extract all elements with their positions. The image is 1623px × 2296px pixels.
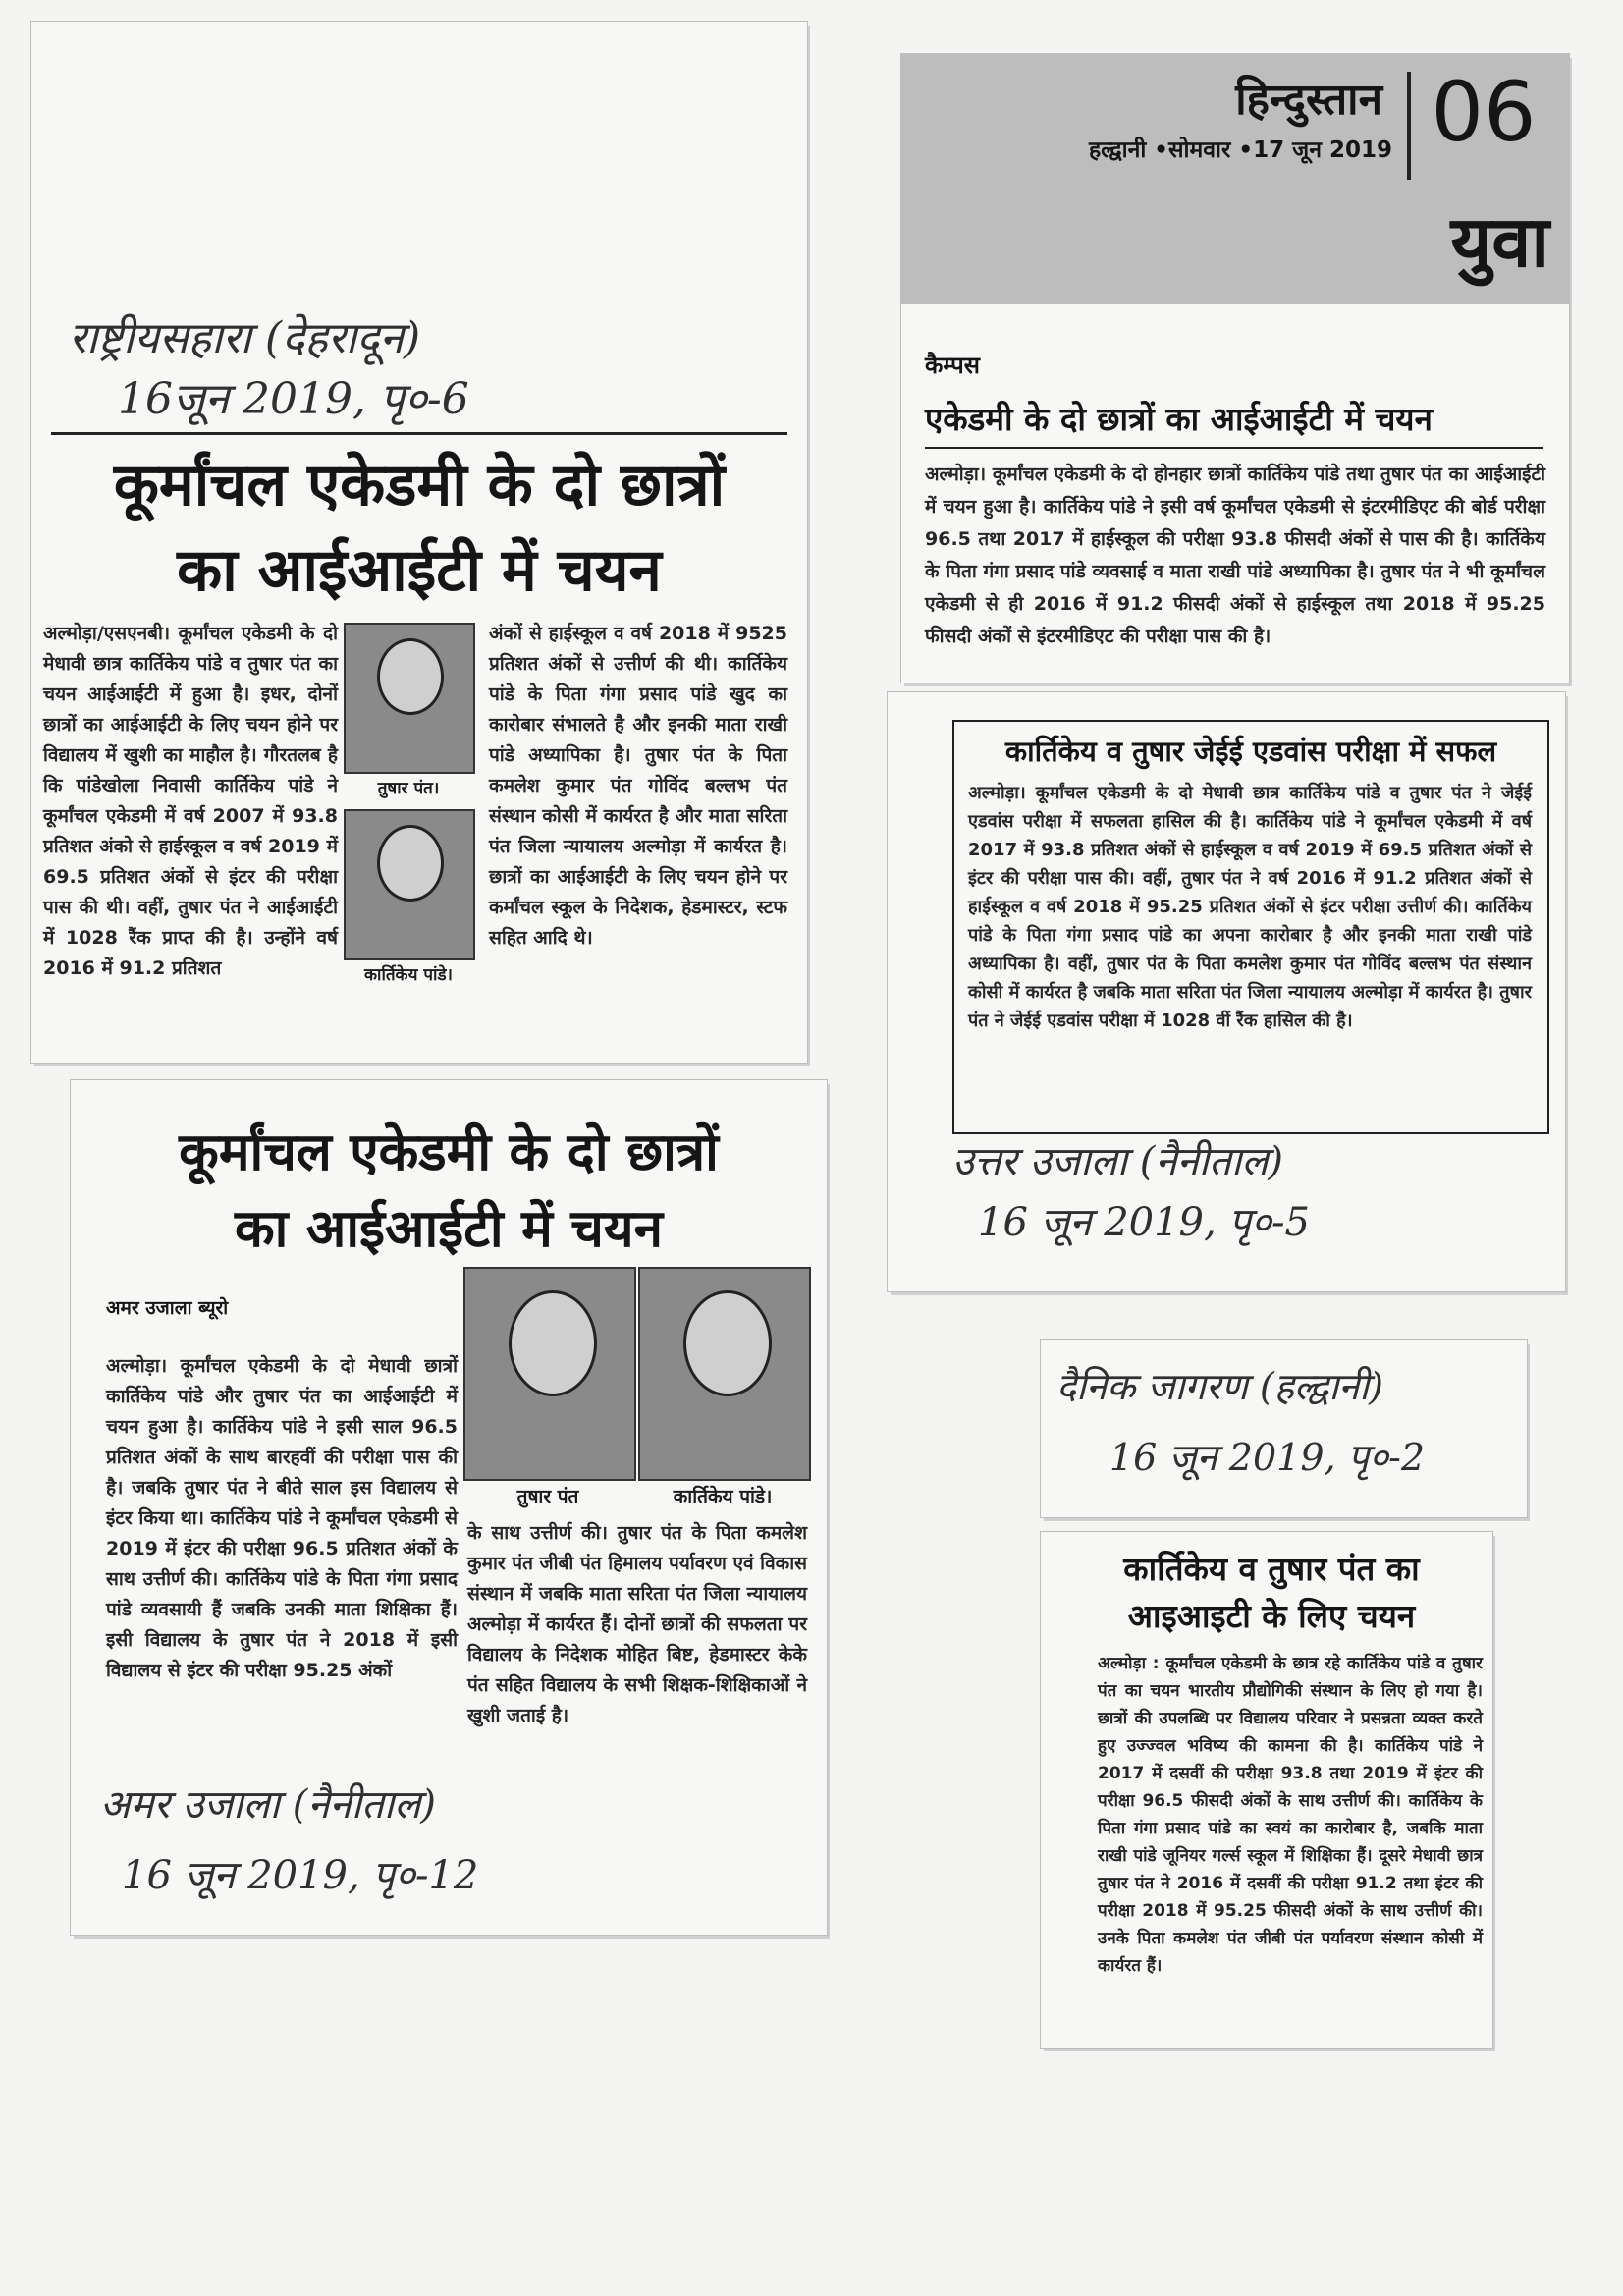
uttar-ujala-clipping	[888, 692, 1565, 1291]
portrait-face	[509, 1290, 597, 1396]
sahara-photo-tushar	[344, 623, 475, 774]
amar-ujala-caption-tushar: तुषार पंत	[516, 1486, 579, 1507]
jagran-headline-line1: कार्तिकेय व तुषार पंत का	[1123, 1550, 1420, 1588]
jagran-source-slip	[1041, 1340, 1527, 1517]
portrait-face	[377, 825, 444, 902]
portrait-face	[683, 1290, 772, 1396]
hindustan-headline: एकेडमी के दो छात्रों का आईआईटी में चयन	[925, 400, 1433, 438]
sahara-column-1: अल्मोड़ा/एसएनबी। कूर्मांचल एकेडमी के दो मेधावी छात्र कार्तिकेय पांडे व तुषार पंत का चयन आईआईटी में हुआ है। इधर, दोनों छात्रों का आईआईटी के लिए चयन होने पर विद्यालय में खुशी का माहौल है। गौरतलब है कि पांडेखोला निवासी कार्तिकेय पांडे ने कूर्मांचल एकेडमी में वर्ष 2007 में 93.8 प्रतिशत अंको से हाईस्कूल व वर्ष 2019 में 69.5 प्रतिशत अंकों से इंटर की परीक्षा पास की थी। वहीं, तुषार पंत ने आईआईटी में 1028 रैंक प्राप्त की है। उन्होंने वर्ष 2016 में 91.2 प्रतिशत	[43, 623, 338, 979]
jagran-body: अल्मोड़ा : कूर्मांचल एकेडमी के छात्र रहे कार्तिकेय पांडे व तुषार पंत का चयन भारतीय प्रौद्योगिकी संस्थान के लिए हो गया है। छात्रों की उपलब्धि पर विद्यालय परिवार ने प्रसन्नता व्यक्त करते हुए उज्ज्वल भविष्य की कामना की है। कार्तिकेय पांडे ने 2017 में दसवीं की परीक्षा 93.8 तथा 2019 में इंटर की परीक्षा 96.5 फीसदी अंकों के साथ उत्तीर्ण की। कार्तिकेय के पिता गंगा प्रसाद पांडे का स्वयं का कारोबार है, जबकि माता राखी पांडे जूनियर गर्ल्स स्कूल में शिक्षिका हैं। दूसरे मेधावी छात्र तुषार पंत ने 2016 में दसवीं की परीक्षा 91.2 तथा इंटर की परीक्षा 2018 में 95.25 फीसदी अंकों के साथ उत्तीर्ण की। उनके पिता कमलेश पंत जीबी पंत पर्यावरण संस्थान कोसी में कार्यरत हैं।	[1098, 1654, 1483, 1976]
sahara-date: 16जून 2019, पृ०-6	[118, 374, 469, 424]
amar-ujala-caption-kartikey: कार्तिकेय पांडे।	[673, 1486, 773, 1507]
sahara-caption-tushar: तुषार पंत।	[377, 779, 440, 798]
uttar-ujala-headline: कार्तिकेय व तुषार जेईई एडवांस परीक्षा में सफल	[1004, 735, 1497, 768]
hindustan-kicker: कैम्पस	[925, 352, 980, 379]
amar-ujala-date: 16 जून 2019, पृ०-12	[122, 1853, 479, 1898]
sahara-source: राष्ट्रीयसहारा (देहरादून)	[69, 313, 421, 363]
amar-ujala-headline-line2: का आईआईटी में चयन	[234, 1199, 664, 1259]
amar-ujala-photo-kartikey	[638, 1267, 811, 1481]
amar-ujala-column-1: अल्मोड़ा। कूर्मांचल एकेडमी के दो मेधावी छात्रों कार्तिकेय पांडे और तुषार पंत का आईआईटी में चयन हुआ है। कार्तिकेय पांडे ने इसी साल 96.5 प्रतिशत अंकों के साथ बारहवीं की परीक्षा पास की है। जबकि तुषार पंत ने बीते साल इस विद्यालय से इंटर किया था। कार्तिकेय पांडे ने कूर्मांचल एकेडमी से 2019 में इंटर की परीक्षा 96.5 प्रतिशत अंकों के साथ उत्तीर्ण की। कार्तिकेय पांडे के पिता गंगा प्रसाद पांडे व्यवसायी हैं जबकि उनकी माता शिक्षिका हैं। इसी विद्यालय के तुषार पंत ने 2018 में इसी विद्यालय से इंटर की परीक्षा 95.25 अंकों	[106, 1355, 458, 1681]
sahara-headline-line1: कूर्मांचल एकेडमी के दो छात्रों	[113, 451, 726, 519]
amar-ujala-photo-tushar	[463, 1267, 636, 1481]
hindustan-divider	[1407, 72, 1411, 180]
hindustan-masthead: हिन्दुस्तान	[1235, 75, 1382, 125]
sahara-photo-kartikey	[344, 809, 475, 960]
jagran-headline-line2: आइआइटी के लिए चयन	[1127, 1597, 1416, 1635]
uttar-ujala-date: 16 जून 2019, पृ०-5	[978, 1200, 1310, 1245]
hindustan-page-number: 06	[1431, 64, 1537, 160]
jagran-date: 16 जून 2019, पृ०-2	[1109, 1436, 1426, 1479]
sahara-rule	[51, 432, 787, 435]
amar-ujala-byline: अमर उजाला ब्यूरो	[106, 1297, 229, 1319]
sahara-headline-line2: का आईआईटी में चयन	[177, 536, 662, 605]
hindustan-headline-rule	[925, 447, 1543, 449]
sahara-column-2: अंकों से हाईस्कूल व वर्ष 2018 में 9525 प्रतिशत अंकों से उत्तीर्ण की थी। कार्तिकेय पांडे के पिता गंगा प्रसाद पांडे खुद का कारोबार संभालते है और इनकी माता राखी पांडे अध्यापिका है। तुषार पंत के पिता कमलेश कुमार पंत गोविंद बल्लभ पंत संस्थान कोसी में कार्यरत है और माता सरिता पंत जिला न्यायालय अल्मोड़ा में कार्यरत है। छात्रों का आईआईटी के लिए चयन होने पर कर्मांचल स्कूल के निदेशक, हेडमास्टर, स्टफ सहित आदि थे।	[489, 623, 787, 949]
sahara-clipping	[31, 22, 807, 1063]
hindustan-clipping	[901, 54, 1569, 683]
jagran-clipping	[1041, 1532, 1492, 2048]
amar-ujala-column-2: के साथ उत्तीर्ण की। तुषार पंत के पिता कमलेश कुमार पंत जीबी पंत हिमालय पर्यावरण एवं विकास संस्थान में जबकि माता सरिता पंत जिला न्यायालय अल्मोड़ा में कार्यरत हैं। दोनों छात्रों की सफलता पर विद्यालय के निदेशक मोहित बिष्ट, हेडमास्टर केके पंत सहित विद्यालय के सभी शिक्षक-शिक्षिकाओं ने खुशी जताई है।	[467, 1522, 807, 1726]
hindustan-section: युवा	[1450, 200, 1549, 283]
sahara-caption-kartikey: कार्तिकेय पांडे।	[364, 965, 453, 985]
jagran-source: दैनिक जागरण (हल्द्वानी)	[1056, 1365, 1383, 1408]
hindustan-body: अल्मोड़ा। कूर्मांचल एकेडमी के दो होनहार छात्रों कार्तिकेय पांडे तथा तुषार पंत का आईआईटी में चयन हुआ है। कार्तिकेय पांडे ने इसी वर्ष कूर्मांचल एकेडमी से इंटरमीडिएट की बोर्ड परीक्षा 96.5 तथा 2017 में हाईस्कूल की परीक्षा 93.8 फीसदी अंकों से पास की है। कार्तिकेय के पिता गंगा प्रसाद पांडे व्यवसाई व माता राखी पांडे अध्यापिका है। तुषार पंत ने भी कूर्मांचल एकेडमी से ही 2016 में 91.2 फीसदी अंकों से हाईस्कूल तथा 2018 में 95.25 फीसदी अंकों से इंटरमीडिएट की परीक्षा पास की है।	[925, 464, 1545, 647]
amar-ujala-headline-line1: कूर्मांचल एकेडमी के दो छात्रों	[179, 1122, 719, 1182]
amar-ujala-clipping	[71, 1080, 827, 1935]
portrait-face	[377, 638, 444, 715]
uttar-ujala-body: अल्मोड़ा। कूर्मांचल एकेडमी के दो मेधावी छात्र कार्तिकेय पांडे व तुषार पंत ने जेईई एडवांस परीक्षा में सफलता हासिल की है। कार्तिकेय पांडे ने कूर्मांचल एकेडमी में वर्ष 2017 में 93.8 प्रतिशत अंकों से हाईस्कूल व वर्ष 2019 में 69.5 प्रतिशत अंकों से इंटर की परीक्षा पास की। वहीं, तुषार पंत ने वर्ष 2016 में 91.2 प्रतिशत अंकों से हाईस्कूल व वर्ष 2018 में 95.25 प्रतिशत अंकों से इंटर परीक्षा उत्तीर्ण की। कार्तिकेय पांडे के पिता गंगा प्रसाद पांडे का अपना कारोबार है और इनकी माता राखी पांडे अध्यापिका है। वहीं, तुषार पंत के पिता कमलेश कुमार पंत गोविंद बल्लभ पंत संस्थान कोसी में कार्यरत है जबकि माता सरिता पंत जिला न्यायालय अल्मोड़ा में कार्यरत है। तुषार पंत ने जेईई एडवांस परीक्षा में 1028 वीं रैंक हासिल की है।	[968, 783, 1532, 1031]
hindustan-dateline: हल्द्वानी •सोमवार •17 जून 2019	[1088, 137, 1392, 163]
amar-ujala-source: अमर उजाला (नैनीताल)	[100, 1782, 436, 1828]
uttar-ujala-source: उत्तर उजाला (नैनीताल)	[952, 1139, 1284, 1184]
